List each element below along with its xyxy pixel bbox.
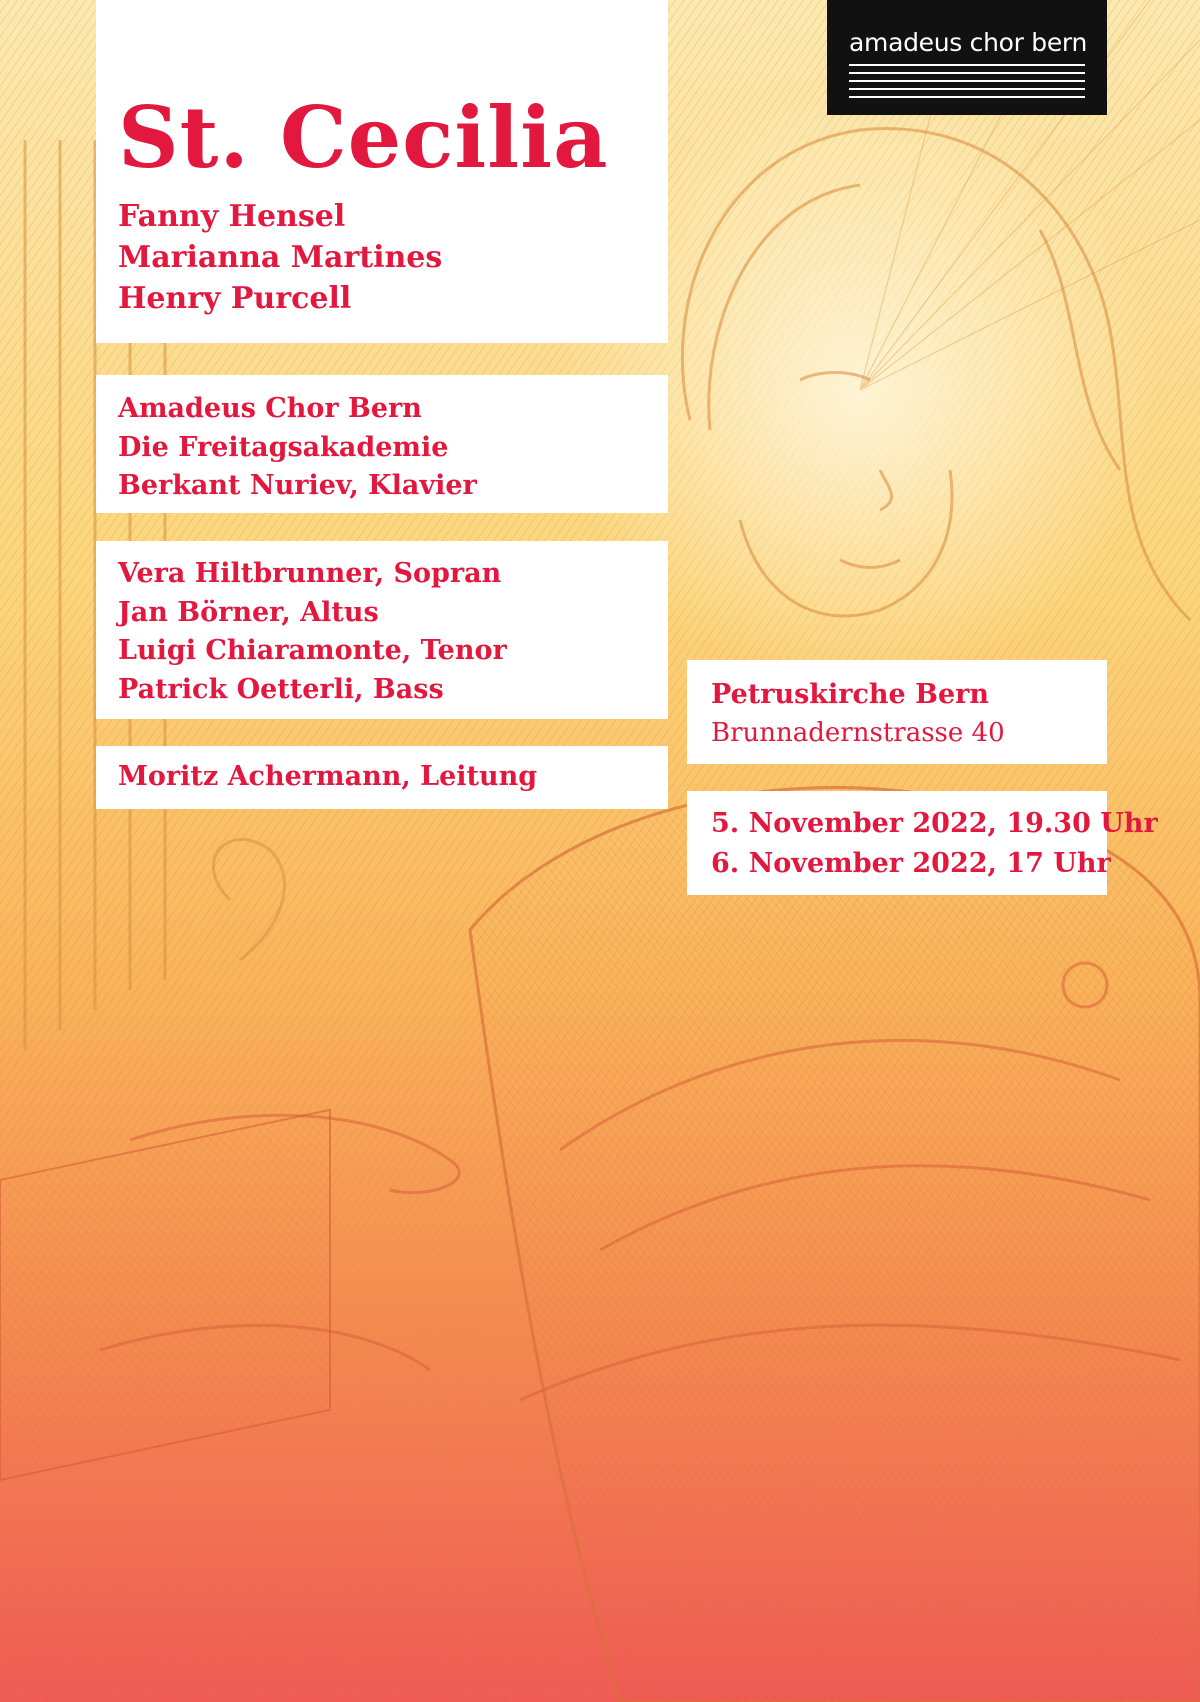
ensemble-list <box>118 390 477 506</box>
composer-list <box>118 196 442 319</box>
date-1: 5. November 2022, 19.30 Uhr <box>711 808 1158 839</box>
date-list <box>711 804 1158 884</box>
venue <box>711 676 1005 752</box>
soloist-list <box>118 555 507 709</box>
soloist-4: Patrick Oetterli, Bass <box>118 673 444 705</box>
soloist-2: Jan Börner, Altus <box>118 596 379 628</box>
ensemble-2: Die Freitagsakademie <box>118 431 449 463</box>
staff-lines-icon <box>849 62 1085 102</box>
soloist-3: Luigi Chiaramonte, Tenor <box>118 635 507 666</box>
soloist-1: Vera Hiltbrunner, Sopran <box>118 558 502 589</box>
venue-name: Petruskirche Bern <box>711 679 989 710</box>
ensemble-1: Amadeus Chor Bern <box>118 393 422 424</box>
choir-logo <box>827 0 1107 115</box>
ensemble-3: Berkant Nuriev, Klavier <box>118 470 477 501</box>
composer-1: Fanny Hensel <box>118 199 346 234</box>
composer-2: Marianna Martines <box>118 240 443 275</box>
composer-3: Henry Purcell <box>118 281 352 316</box>
date-2: 6. November 2022, 17 Uhr <box>711 848 1111 879</box>
conductor: Moritz Achermann, Leitung <box>118 761 538 792</box>
venue-address: Brunnadernstrasse 40 <box>711 718 1005 748</box>
logo-text: amadeus chor bern <box>849 28 1088 57</box>
title: St. Cecilia <box>118 88 609 187</box>
